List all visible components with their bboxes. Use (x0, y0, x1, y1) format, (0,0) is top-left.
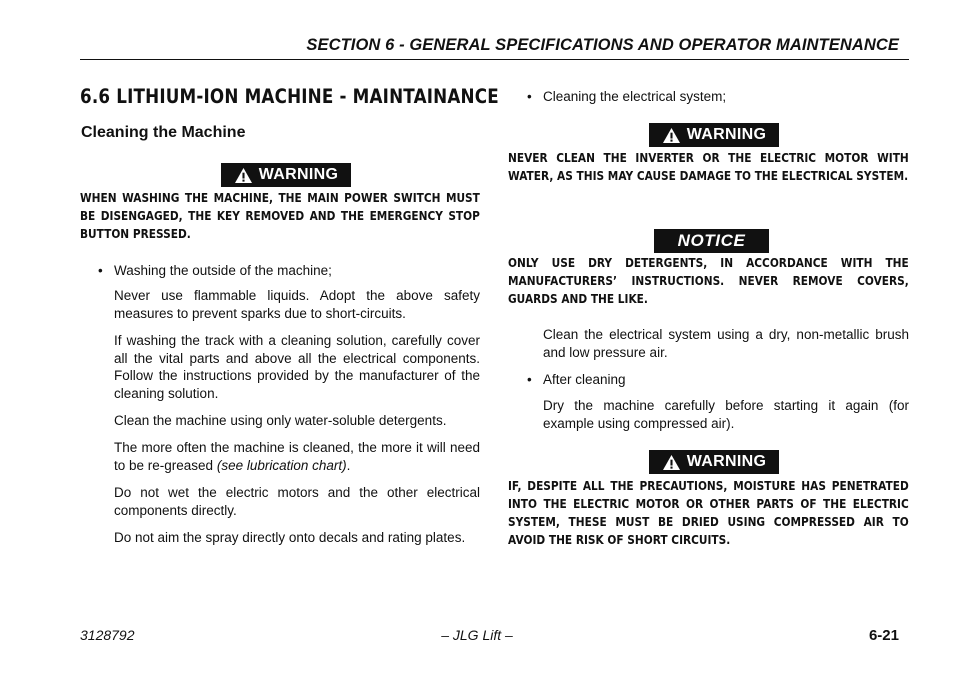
paragraph: If washing the track with a cleaning solution, carefully cover all the vital parts and above all the electrical components. Follow the instructions provided by the manufacturer of the cleaning solution. (114, 333, 480, 401)
list-item (98, 262, 480, 279)
paragraph-text: The more often the machine is cleaned, the more it will need to be re-greased (114, 440, 480, 473)
warning-text: NEVER CLEAN THE INVERTER OR THE ELECTRIC MOTOR WITH WATER, AS THIS MAY CAUSE DAMAGE TO THE ELECTRICAL SYSTEM. (508, 151, 909, 183)
warning-label: WARNING (686, 126, 767, 143)
notice-text: ONLY USE DRY DETERGENTS, IN ACCORDANCE WITH THE MANUFACTURERS’ INSTRUCTIONS. NEVER REMOVE COVERS, GUARDS AND THE LIKE. (508, 256, 909, 306)
section-title: 6.6 LITHIUM-ION MACHINE - MAINTAINANCE (80, 85, 499, 108)
warning-badge (221, 163, 351, 187)
list-item-label: After cleaning (543, 372, 626, 387)
paragraph: Clean the electrical system using a dry, non-metallic brush and low pressure air. (543, 327, 909, 360)
bullet-dot-icon: • (527, 89, 532, 104)
paragraph: Do not wet the electric motors and the other electrical components directly. (114, 485, 480, 518)
section-header-title: SECTION 6 - GENERAL SPECIFICATIONS AND OPERATOR MAINTENANCE (306, 36, 899, 54)
page-number: 6-21 (868, 627, 899, 644)
paragraph: Never use flammable liquids. Adopt the above safety measures to prevent sparks due to short-circuits. (114, 288, 480, 321)
notice-label: NOTICE (677, 231, 746, 250)
warning-triangle-icon (662, 127, 681, 144)
paragraph: Dry the machine carefully before starting it again (for example using compressed air). (543, 398, 909, 431)
lubrication-chart-reference: (see lubrication chart) (216, 457, 347, 473)
bullet-dot-icon: • (527, 372, 532, 387)
bullet-dot-icon: • (98, 263, 103, 278)
list-item-label: Cleaning the electrical system; (543, 89, 727, 104)
warning-text: IF, DESPITE ALL THE PRECAUTIONS, MOISTURE HAS PENETRATED INTO THE ELECTRIC MOTOR OR OTHER PARTS OF THE ELECTRIC SYSTEM, THESE MUST BE DRIED USING COMPRESSED AIR TO AVOID THE RISK OF SHORT CIRCUITS. (508, 479, 909, 547)
list-item (527, 88, 909, 105)
warning-badge (649, 123, 779, 147)
document-number: 3128792 (80, 627, 135, 643)
paragraph: The more often the machine is cleaned, the more it will need to be re-greased (see lubrication chart). (114, 440, 480, 473)
warning-triangle-icon (234, 167, 253, 184)
list-item (527, 371, 909, 388)
header-divider (80, 59, 909, 60)
footer-brand: – JLG Lift – (441, 627, 513, 643)
warning-badge (649, 450, 779, 474)
warning-text: WHEN WASHING THE MACHINE, THE MAIN POWER SWITCH MUST BE DISENGAGED, THE KEY REMOVED AND THE EMERGENCY STOP BUTTON PRESSED. (80, 191, 480, 241)
warning-triangle-icon (662, 454, 681, 471)
paragraph: Clean the machine using only water-soluble detergents. (114, 413, 447, 428)
list-item-label: Washing the outside of the machine; (114, 263, 332, 278)
warning-label: WARNING (686, 453, 767, 470)
warning-label: WARNING (258, 166, 339, 183)
subheading: Cleaning the Machine (81, 124, 246, 141)
notice-badge (654, 229, 769, 253)
paragraph: Do not aim the spray directly onto decals and rating plates. (114, 530, 466, 545)
